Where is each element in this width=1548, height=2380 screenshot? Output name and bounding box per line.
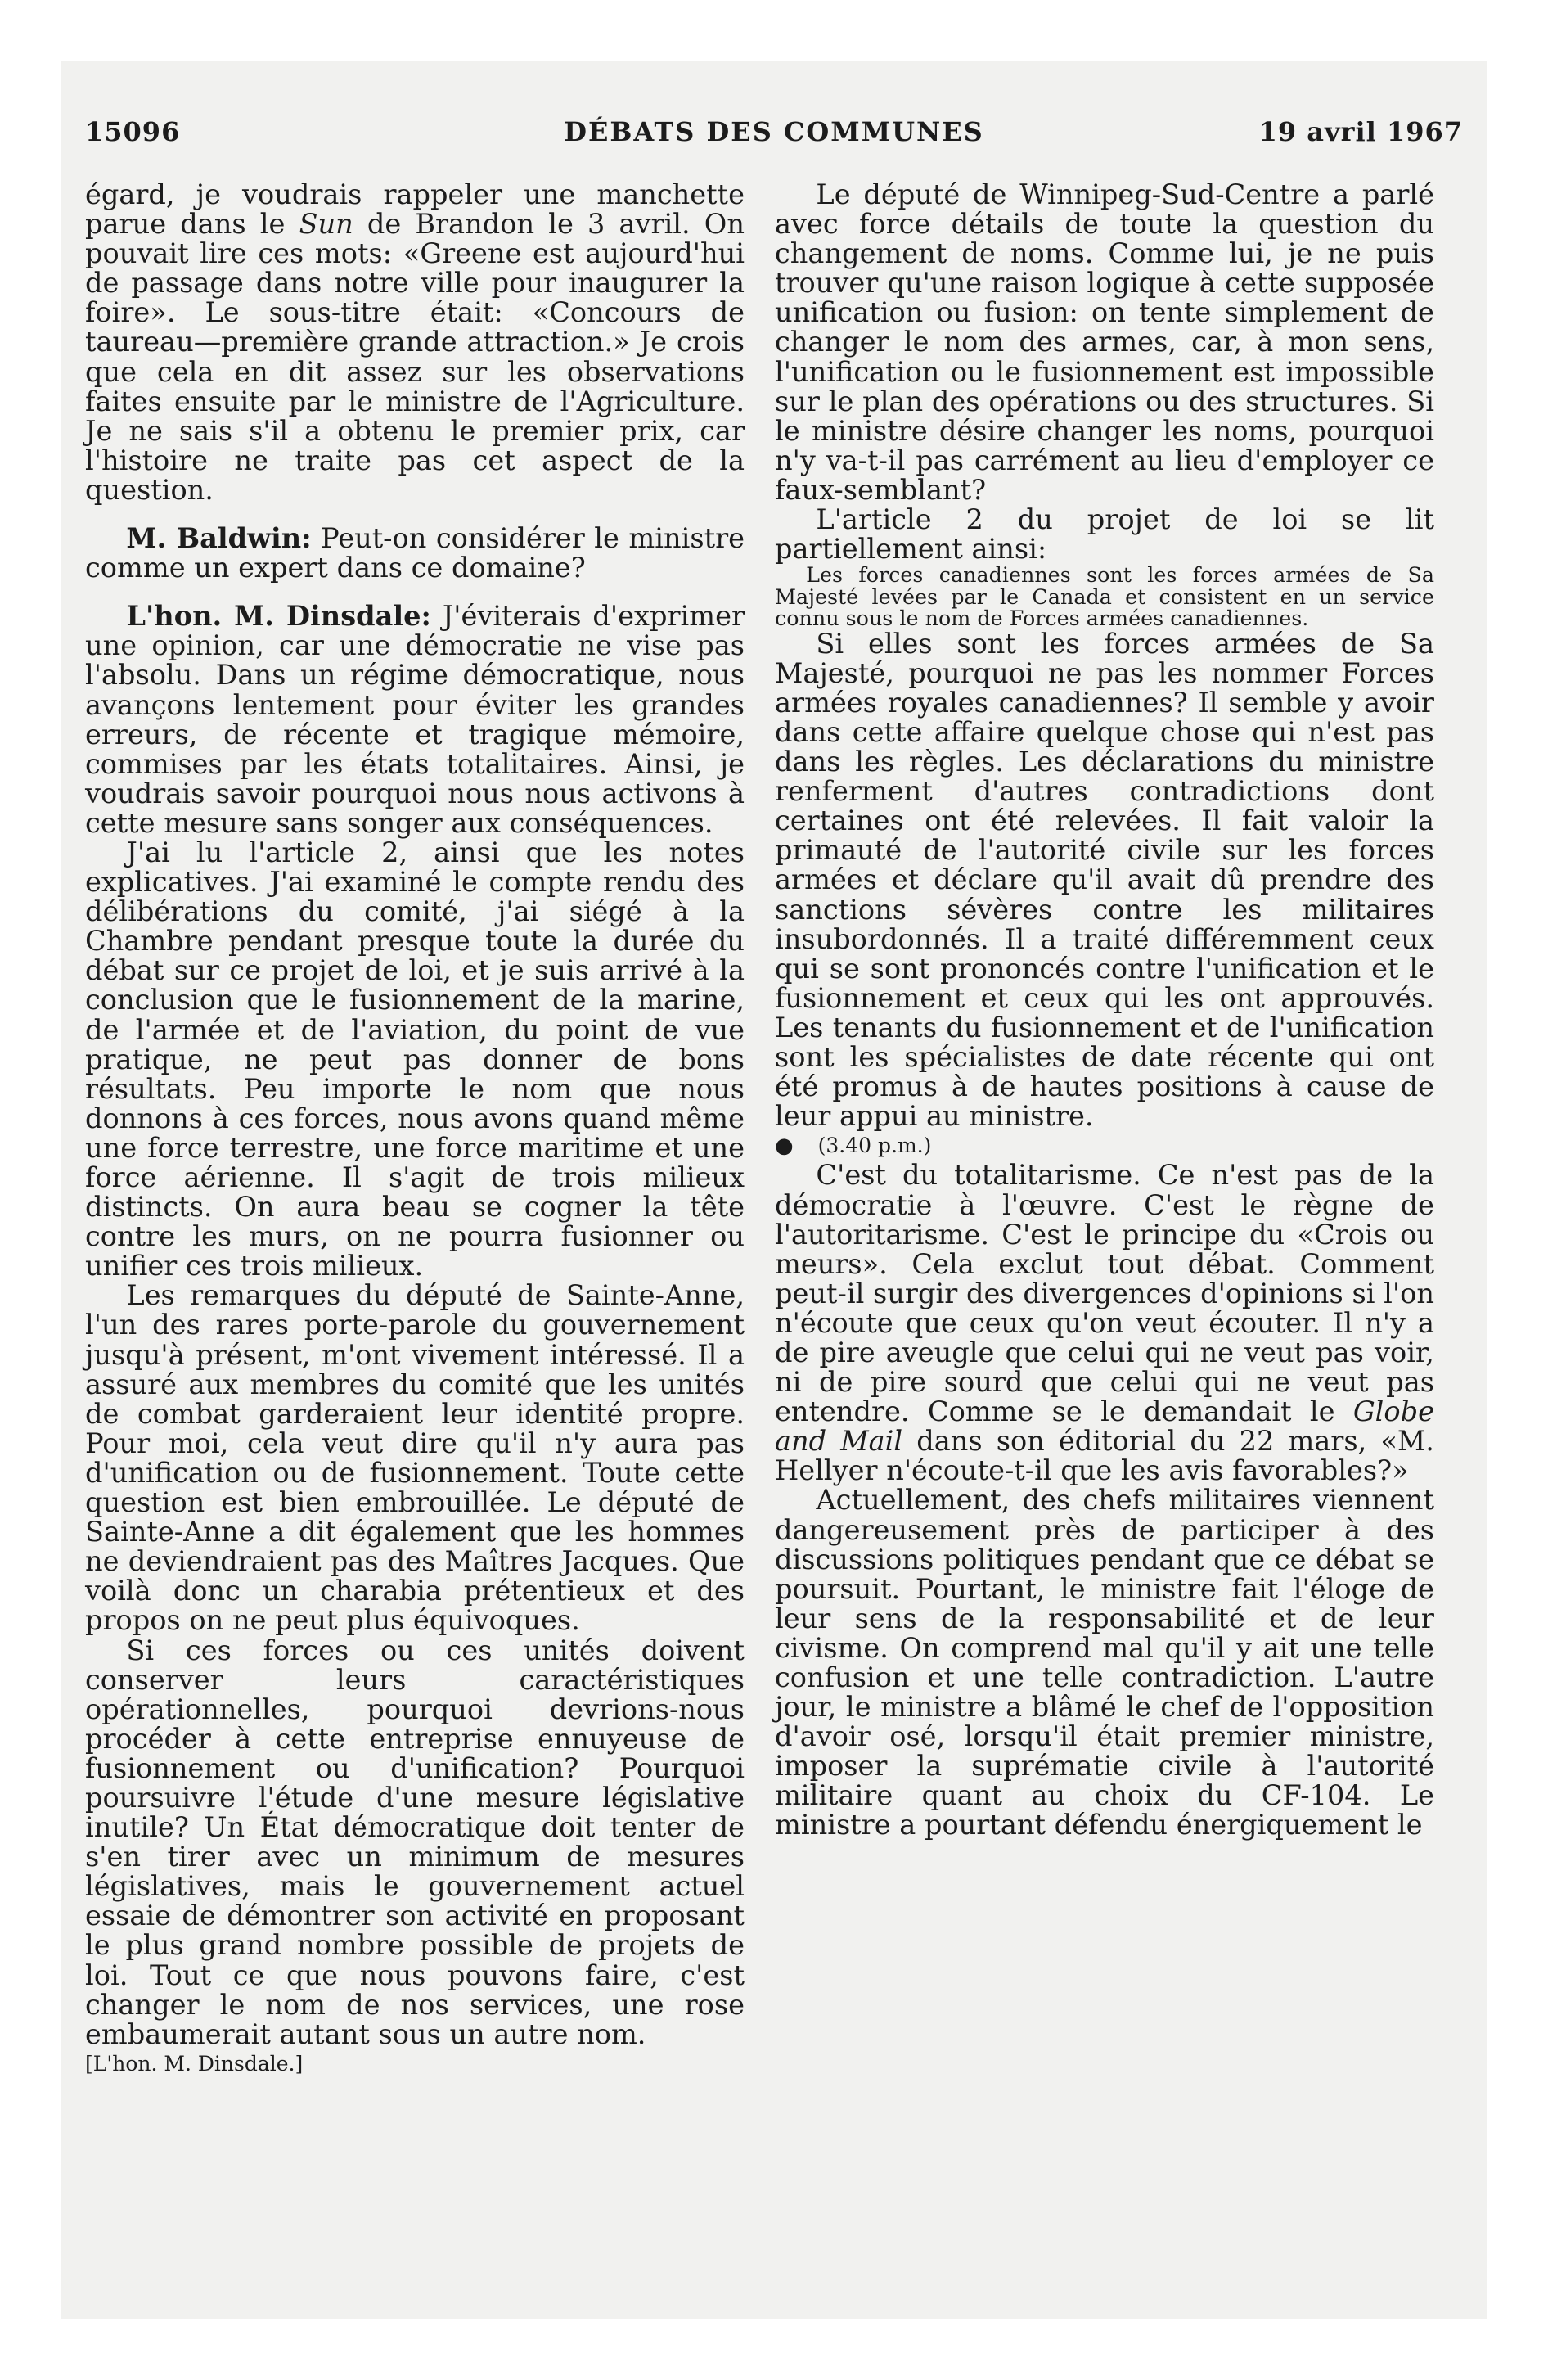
quoted-text: Les forces canadiennes sont les forces armées de Sa Majesté levées par le Canada et consistent en un service connu sous le nom de Forces armées canadiennes. xyxy=(775,562,1434,631)
paragraph: Les remarques du député de Sainte-Anne, l'un des rares porte-parole du gouvernement jusqu'à présent, m'ont vivement intéressé. Il a assuré aux membres du comité que les unités de combat garderaient leur identité propre. Pour moi, cela veut dire qu'il n'y aura pas d'unification ou de fusionnement. Toute cette question est bien embrouillée. Le député de Sainte-Anne a dit également que les hommes ne deviendraient pas des Maîtres Jacques. Que voilà donc un charabia prétentieux et des propos on ne peut plus équivoques. xyxy=(85,1279,745,1637)
page-date: 19 avril 1967 xyxy=(1258,116,1463,147)
paragraph: Actuellement, des chefs militaires viennent dangereusement près de participer à des discussions politiques pendant que ce débat se poursuit. Pourtant, le ministre fait l'éloge de leur sens de la responsabilité et de leur civisme. On comprend mal qu'il y ait une telle confusion et une telle contradiction. L'autre jour, le ministre a blâmé le chef de l'opposition d'avoir osé, lorsqu'il était premier ministre, imposer la suprématie civile à l'autorité militaire quant au choix du CF-104. Le ministre a pourtant défendu énergiquement le xyxy=(775,1484,1434,1841)
paragraph: Si elles sont les forces armées de Sa Majesté, pourquoi ne pas les nommer Forces armées royales canadiennes? Il semble y avoir dans cette affaire quelque chose qui n'est pas dans les règles. Les déclarations du ministre renferment d'autres contradictions dont certaines ont été relevées. Il fait valoir la primauté de l'autorité civile sur les forces armées et déclare qu'il avait dû prendre des sanctions sévères contre les militaires insubordonnés. Il a traité différemment ceux qui se sont prononcés contre l'unification et le fusionnement et ceux qui les ont approuvés. Les tenants du fusionnement et de l'unification sont les spécialistes de date récente qui ont été promus à de hautes positions à cause de leur appui au ministre. xyxy=(775,627,1434,1133)
speaker-attribution: [L'hon. M. Dinsdale.] xyxy=(85,2051,304,2076)
bullet-icon: ● xyxy=(775,1134,794,1159)
speech xyxy=(85,601,745,838)
paragraph-text: égard, je voudrais rappeler une manchette parue dans le xyxy=(85,178,745,241)
speaker-name: L'hon. M. Dinsdale: xyxy=(126,599,431,633)
speech-text: J'éviterais d'exprimer une opinion, car une démocratie ne vise pas l'absolu. Dans un régime démocratique, nous avançons lentement pour éviter les grandes erreurs, de récente et tragique mémoire, commises par les états totalitaires. Ainsi, je voudrais savoir pourquoi nous nous activons à cette mesure sans songer aux conséquences. xyxy=(85,600,745,839)
paragraph: Le député de Winnipeg-Sud-Centre a parlé avec force détails de toute la question du changement de noms. Comme lui, je ne puis trouver qu'une raison logique à cette supposée unification ou fusion: on tente simplement de changer le nom des armes, car, à mon sens, l'unification ou le fusionnement est impossible sur le plan des opérations ou des structures. Si le ministre désire changer les noms, pourquoi n'y va-t-il pas carrément au lieu d'employer ce faux-semblant? xyxy=(775,178,1434,506)
paragraph xyxy=(85,180,745,505)
time-stamp xyxy=(775,1131,1434,1161)
paragraph: Si ces forces ou ces unités doivent conserver leurs caractéristiques opérationnelles, pourquoi devrions-nous procéder à cette entreprise ennuyeuse de fusionnement ou d'unification? Pourquoi poursuivre l'étude d'une mesure législative inutile? Un État démocratique doit tenter de s'en tirer avec un minimum de mesures législatives, mais le gouvernement actuel essaie de démontrer son activité en proposant le plus grand nombre possible de projets de loi. Tout ce que nous pouvons faire, c'est changer le nom de nos services, une rose embaumerait autant sous un autre nom. xyxy=(85,1634,745,2050)
paragraph-text: C'est du totalitarisme. Ce n'est pas de la démocratie à l'œuvre. C'est le règne de l'autoritarisme. C'est le principe du «Crois ou meurs». Cela exclut tout débat. Comment peut-il surgir des divergences d'opinions si l'on n'écoute que ceux qu'on veut écouter. Il n'y a de pire aveugle que celui qui ne veut pas voir, ni de pire sourd que celui qui ne veut pas entendre. Comme se le demandait le xyxy=(775,1159,1434,1428)
page xyxy=(61,61,1487,2319)
page-number: 15096 xyxy=(85,116,181,147)
paragraph: L'article 2 du projet de loi se lit partiellement ainsi: xyxy=(775,503,1434,566)
paragraph-text: de Brandon le 3 avril. On pouvait lire ces mots: «Greene est aujourd'hui de passage dans notre ville pour inaugurer la foire». Le sous-titre était: «Concours de taureau—première grande attraction.» Je crois que cela en dit assez sur les observations faites ensuite par le ministre de l'Agriculture. Je ne sais s'il a obtenu le premier prix, car l'histoire ne traite pas cet aspect de la question. xyxy=(85,208,745,506)
page-title: DÉBATS DES COMMUNES xyxy=(564,116,984,147)
right-column xyxy=(775,180,1434,1841)
paragraph: J'ai lu l'article 2, ainsi que les notes explicatives. J'ai examiné le compte rendu des délibérations du comité, j'ai siégé à la Chambre pendant presque toute la durée du débat sur ce projet de loi, et je suis arrivé à la conclusion que le fusionnement de la marine, de l'armée et de l'aviation, du point de vue pratique, ne peut pas donner de bons résultats. Peu importe le nom que nous donnons à ces forces, nous avons quand même une force terrestre, une force maritime et une force aérienne. Il s'agit de trois milieux distincts. On aura beau se cogner la tête contre les murs, on ne pourra fusionner ou unifier ces trois milieux. xyxy=(85,836,745,1282)
newspaper-name: Globe and Mail xyxy=(775,1395,1434,1458)
speech-text: Peut-on considérer le ministre comme un expert dans ce domaine? xyxy=(85,522,745,584)
speech xyxy=(85,523,745,583)
left-column xyxy=(85,180,745,2079)
paragraph xyxy=(775,1161,1434,1485)
time-text: (3.40 p.m.) xyxy=(817,1134,932,1158)
paragraph-text: dans son éditorial du 22 mars, «M. Hellyer n'écoute-t-il que les avis favorables?» xyxy=(775,1425,1434,1487)
newspaper-name: Sun xyxy=(299,208,353,241)
speaker-name: M. Baldwin: xyxy=(126,521,312,555)
